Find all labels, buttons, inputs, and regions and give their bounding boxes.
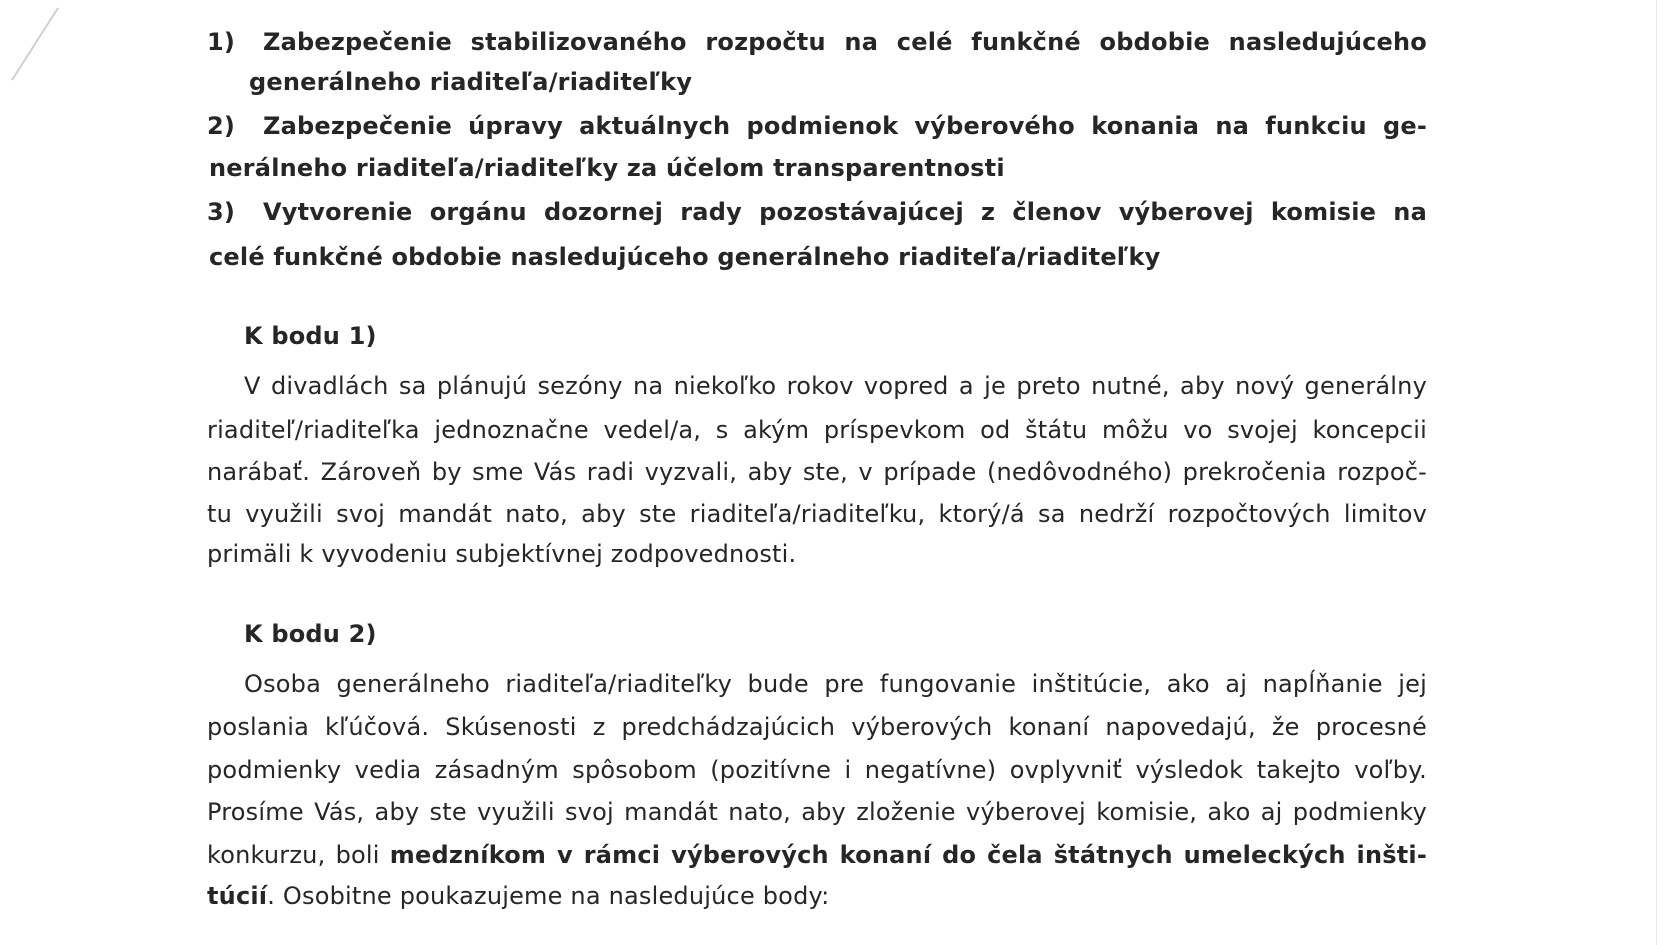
page-corner-mark bbox=[0, 0, 80, 110]
section-2-line-5-emphasis: medzníkom v rámci výberových konaní do čela štátnych umeleckých inšti- bbox=[389, 841, 1428, 869]
section-2-heading: K bodu 2) bbox=[244, 620, 377, 648]
section-2-line-5-prefix: konkurzu, boli bbox=[207, 841, 390, 869]
list-item-3-line-2: celé funkčné obdobie nasledujúceho generálneho riaditeľa/riaditeľky bbox=[209, 243, 1161, 271]
section-1-line-2: riaditeľ/riaditeľka jednoznačne vedel/a, s akým príspevkom od štátu môžu vo svojej koncepcii bbox=[207, 416, 1427, 444]
list-item-2-text: Zabezpečenie úpravy aktuálnych podmienok výberového konania na funkciu ge- bbox=[263, 112, 1427, 140]
section-2-line-1: Osoba generálneho riaditeľa/riaditeľky bude pre fungovanie inštitúcie, ako aj napĺňanie jej bbox=[244, 670, 1427, 698]
list-item-2-number: 2) bbox=[207, 112, 236, 140]
section-1-line-3: narábať. Zároveň by sme Vás radi vyzvali, aby ste, v prípade (nedôvodného) prekročenia rozpoč- bbox=[207, 458, 1427, 486]
list-item-1-text: Zabezpečenie stabilizovaného rozpočtu na celé funkčné obdobie nasledujúceho bbox=[263, 28, 1427, 56]
section-1-line-4: tu využili svoj mandát nato, aby ste riaditeľa/riaditeľku, ktorý/á sa nedrží rozpočtových limitov bbox=[207, 500, 1427, 528]
list-item-2-line-1 bbox=[207, 106, 1427, 146]
list-item-1-line-1 bbox=[207, 22, 1427, 62]
page-edge bbox=[1656, 0, 1657, 945]
section-2-line-5 bbox=[207, 835, 1427, 875]
list-item-3-text: Vytvorenie orgánu dozornej rady pozostávajúcej z členov výberovej komisie na bbox=[263, 198, 1427, 226]
list-item-3-number: 3) bbox=[207, 198, 236, 226]
section-2-line-2: poslania kľúčová. Skúsenosti z predchádzajúcich výberových konaní napovedajú, že procesné bbox=[207, 713, 1427, 741]
section-2-line-3: podmienky vedia zásadným spôsobom (pozitívne i negatívne) ovplyvniť výsledok takejto voľby. bbox=[207, 756, 1427, 784]
section-2-line-4: Prosíme Vás, aby ste využili svoj mandát nato, aby zloženie výberovej komisie, ako aj podmienky bbox=[207, 798, 1427, 826]
section-1-heading: K bodu 1) bbox=[244, 322, 377, 350]
list-item-1-number: 1) bbox=[207, 28, 236, 56]
list-item-1-line-2: generálneho riaditeľa/riaditeľky bbox=[249, 68, 693, 96]
section-2-line-6 bbox=[207, 876, 1427, 916]
list-item-2-line-2: nerálneho riaditeľa/riaditeľky za účelom transparentnosti bbox=[209, 154, 1005, 182]
section-2-line-6-rest: . Osobitne poukazujeme na nasledujúce body: bbox=[267, 882, 830, 910]
section-2-line-6-emphasis: túcií bbox=[207, 882, 268, 910]
section-1-line-5: primäli k vyvodeniu subjektívnej zodpovednosti. bbox=[207, 540, 797, 568]
list-item-3-line-1 bbox=[207, 192, 1427, 232]
section-1-line-1: V divadlách sa plánujú sezóny na niekoľko rokov vopred a je preto nutné, aby nový generálny bbox=[244, 372, 1427, 400]
